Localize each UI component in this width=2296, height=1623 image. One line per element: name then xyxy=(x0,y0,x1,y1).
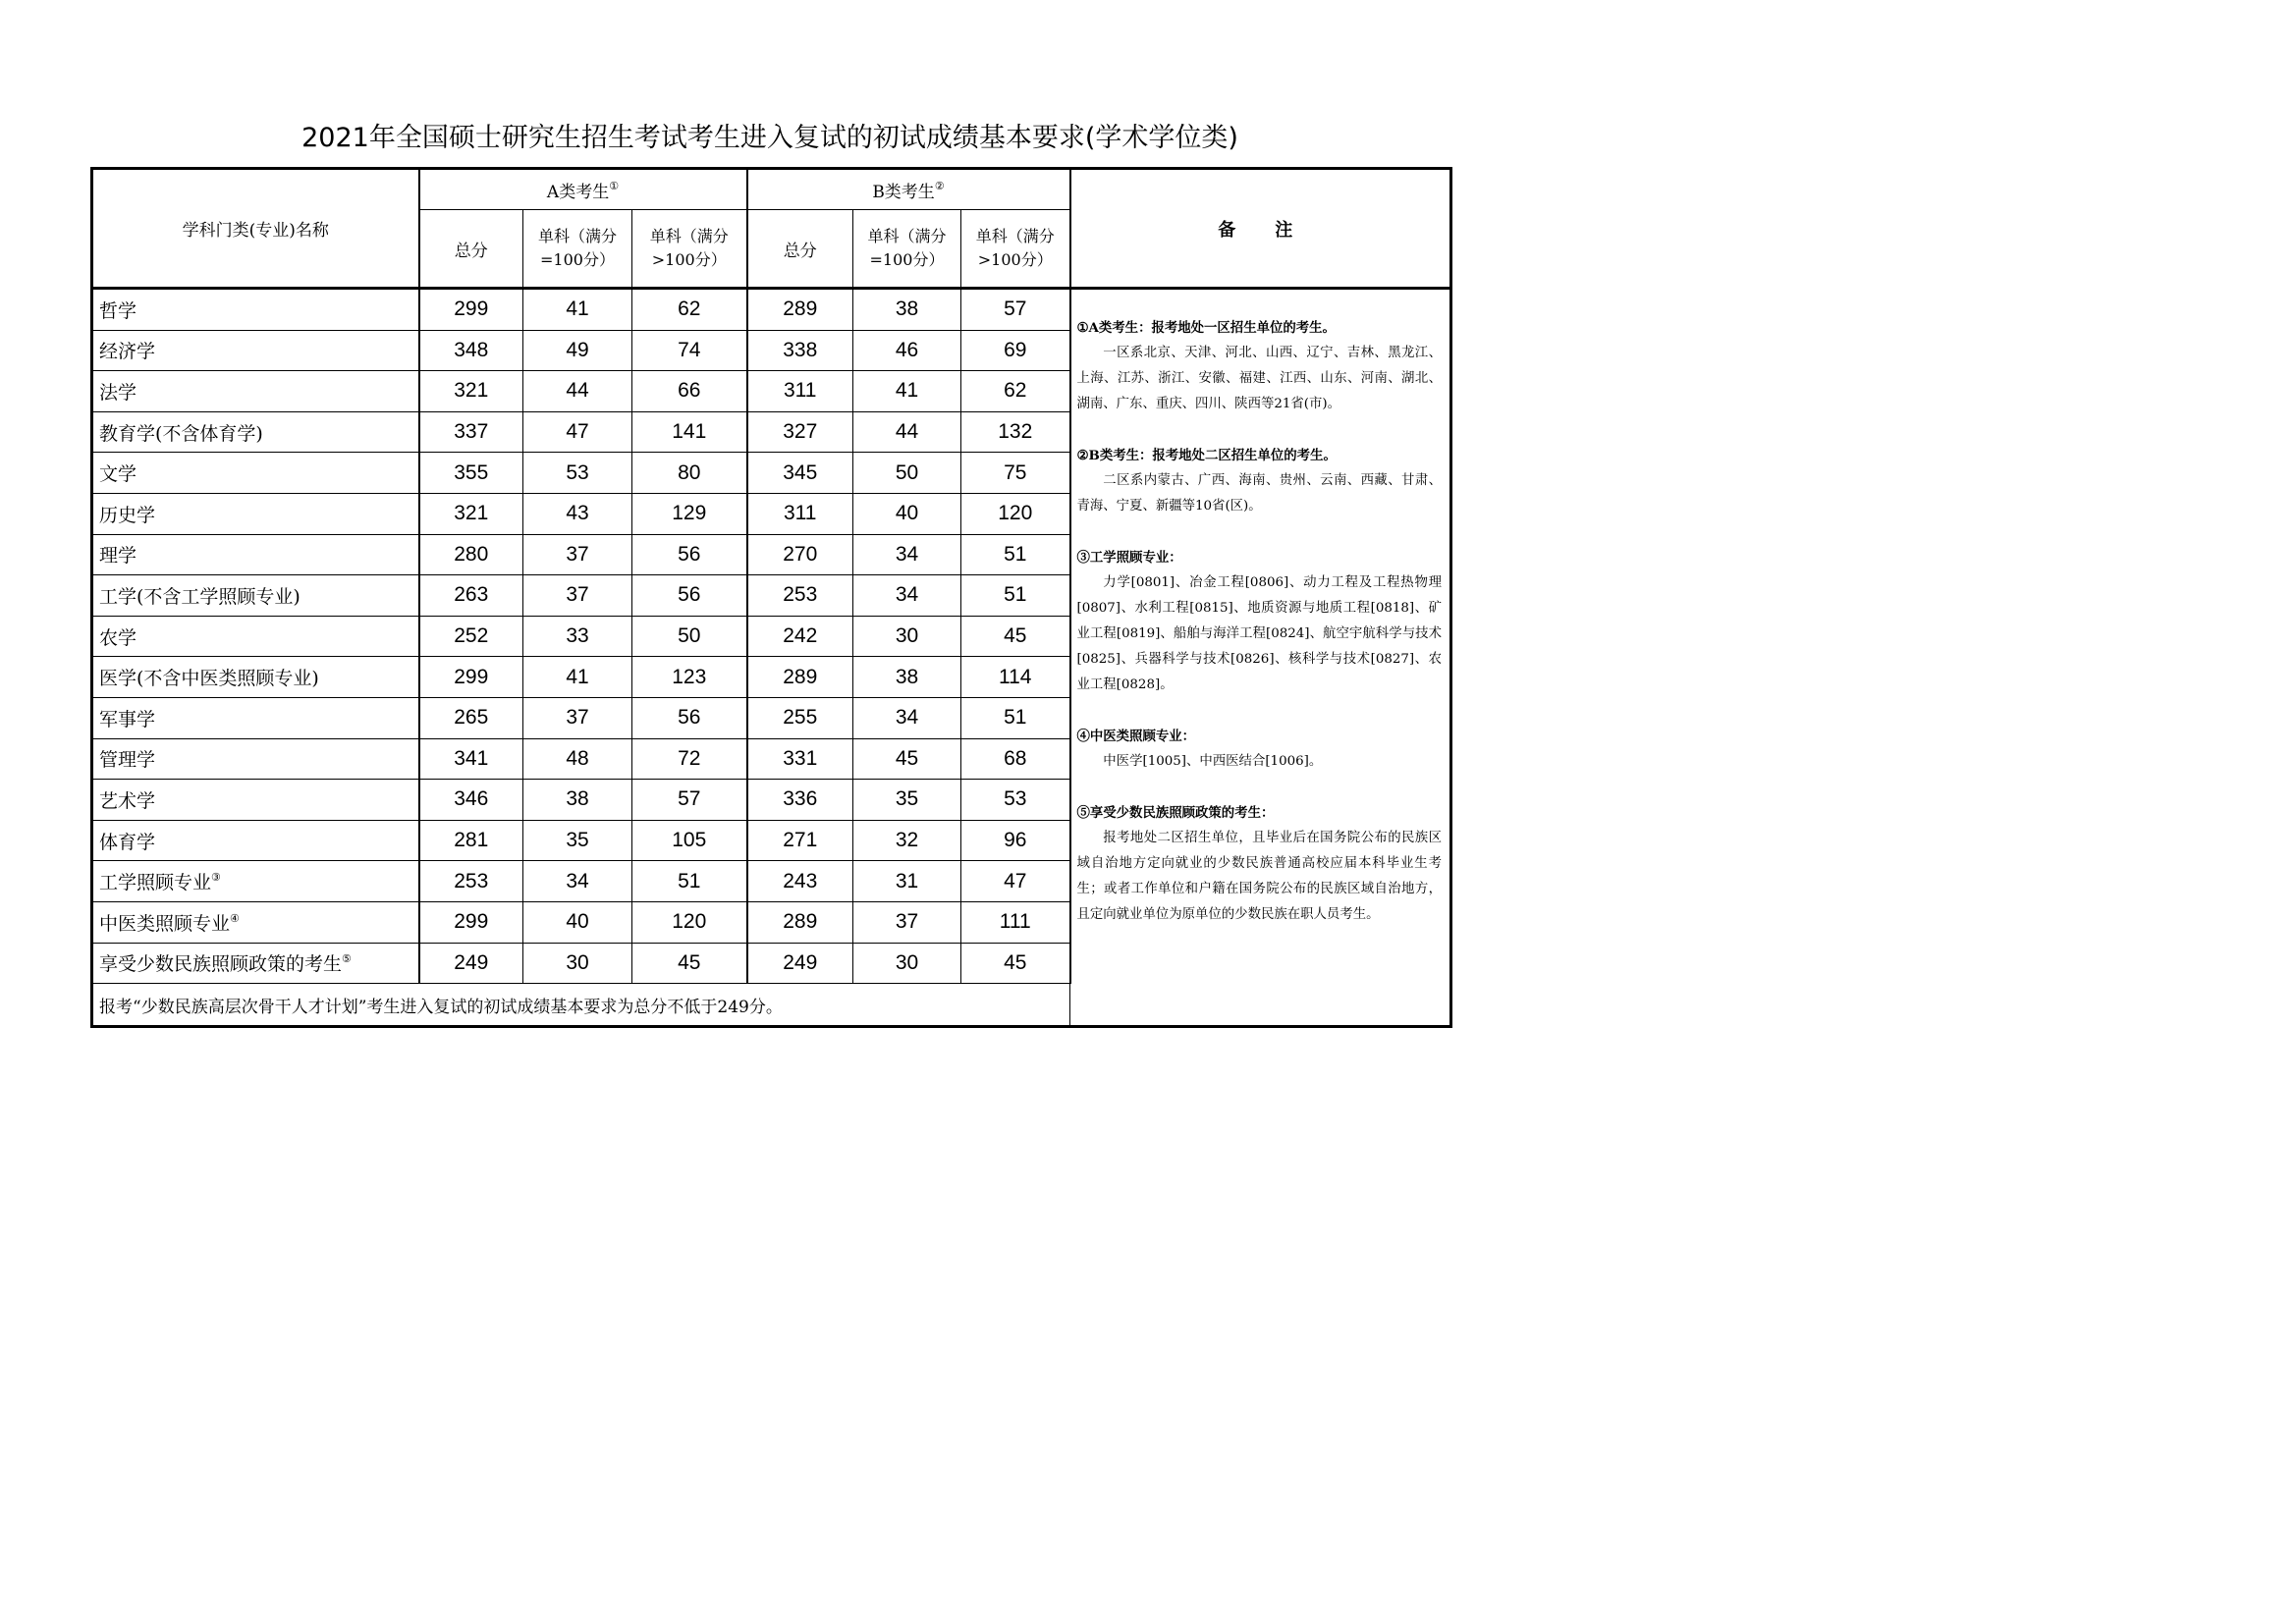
b-total-header: 总分 xyxy=(747,210,853,289)
b-single-100-score-cell: 38 xyxy=(853,657,961,698)
b-single-100-score-cell: 44 xyxy=(853,411,961,453)
a-total-score-cell: 249 xyxy=(419,943,523,984)
remark-engineering xyxy=(1077,545,1443,698)
a-single-100-score-cell: 48 xyxy=(523,738,632,780)
a-single-over-100-score-cell: 66 xyxy=(632,371,747,412)
a-total-score-cell: 341 xyxy=(419,738,523,780)
b-single-100-header: 单科（满分 =100分） xyxy=(853,210,961,289)
b-total-score-cell: 289 xyxy=(747,901,853,943)
table-row xyxy=(92,289,1451,331)
a-total-score-cell: 299 xyxy=(419,289,523,331)
subject-name-cell xyxy=(92,901,419,943)
subject-name: 医学(不含中医类照顾专业) xyxy=(99,668,319,690)
b-total-score-cell: 327 xyxy=(747,411,853,453)
subject-name: 历史学 xyxy=(99,504,156,526)
a-single-100-score-cell: 37 xyxy=(523,575,632,617)
b-single-over-100-score-cell: 51 xyxy=(961,534,1070,575)
a-total-score-cell: 265 xyxy=(419,697,523,738)
a-total-score-cell: 299 xyxy=(419,901,523,943)
subject-name-cell xyxy=(92,820,419,861)
a-total-score-cell: 252 xyxy=(419,616,523,657)
remark-minority xyxy=(1077,800,1443,928)
b-total-score-cell: 270 xyxy=(747,534,853,575)
a-single-100-score-cell: 44 xyxy=(523,371,632,412)
a-single-over-100-score-cell: 56 xyxy=(632,534,747,575)
subject-name: 文学 xyxy=(99,463,137,486)
subject-name-cell xyxy=(92,411,419,453)
remark-b-detail: 二区系内蒙古、广西、海南、贵州、云南、西藏、甘肃、青海、宁夏、新疆等10省(区)。 xyxy=(1076,473,1442,514)
remarks-header: 备注 xyxy=(1070,169,1451,289)
b-single-over-100-score-cell: 69 xyxy=(961,330,1070,371)
a-single-over-100-score-cell: 123 xyxy=(632,657,747,698)
subject-name-cell xyxy=(92,616,419,657)
b-single-100-score-cell: 37 xyxy=(853,901,961,943)
b-single-over-100-score-cell: 47 xyxy=(961,861,1070,902)
subject-name: 经济学 xyxy=(99,341,156,363)
b-total-score-cell: 338 xyxy=(747,330,853,371)
a-total-score-cell: 337 xyxy=(419,411,523,453)
subject-name-cell xyxy=(92,453,419,494)
remark-a-label: ①A类考生：报考地处一区招生单位的考生。 xyxy=(1076,320,1336,336)
subject-name-cell xyxy=(92,289,419,331)
subject-name-cell xyxy=(92,657,419,698)
b-single-over-100-score-cell: 62 xyxy=(961,371,1070,412)
b-single-100-score-cell: 50 xyxy=(853,453,961,494)
a-single-100-score-cell: 47 xyxy=(523,411,632,453)
a-single-over-100-score-cell: 129 xyxy=(632,493,747,534)
b-single-100-score-cell: 34 xyxy=(853,575,961,617)
b-total-score-cell: 249 xyxy=(747,943,853,984)
remark-a xyxy=(1077,315,1443,417)
subject-name: 享受少数民族照顾政策的考生 xyxy=(99,953,343,976)
a-total-score-cell: 281 xyxy=(419,820,523,861)
subject-name-cell xyxy=(92,575,419,617)
b-single-100-score-cell: 46 xyxy=(853,330,961,371)
a-single-100-score-cell: 35 xyxy=(523,820,632,861)
a-total-score-cell: 321 xyxy=(419,493,523,534)
subject-name-cell xyxy=(92,697,419,738)
a-total-score-cell: 263 xyxy=(419,575,523,617)
a-single-100-score-cell: 43 xyxy=(523,493,632,534)
b-single-100-score-cell: 40 xyxy=(853,493,961,534)
subject-name: 管理学 xyxy=(99,749,156,772)
b-single-over-100-score-cell: 51 xyxy=(961,575,1070,617)
b-single-100-score-cell: 41 xyxy=(853,371,961,412)
a-total-header: 总分 xyxy=(419,210,523,289)
a-single-100-header: 单科（满分 =100分） xyxy=(523,210,632,289)
a-single-over-100-score-cell: 62 xyxy=(632,289,747,331)
subject-name: 工学(不含工学照顾专业) xyxy=(99,585,301,608)
b-single-over-100-score-cell: 45 xyxy=(961,943,1070,984)
subject-name: 工学照顾专业 xyxy=(99,872,212,894)
a-single-100-score-cell: 53 xyxy=(523,453,632,494)
subject-name: 艺术学 xyxy=(99,789,156,812)
a-total-score-cell: 348 xyxy=(419,330,523,371)
a-total-score-cell: 346 xyxy=(419,780,523,821)
b-single-over-100-score-cell: 68 xyxy=(961,738,1070,780)
b-single-over-100-score-cell: 75 xyxy=(961,453,1070,494)
b-single-over-100-score-cell: 57 xyxy=(961,289,1070,331)
a-total-score-cell: 321 xyxy=(419,371,523,412)
subject-name: 体育学 xyxy=(99,831,156,853)
b-total-score-cell: 271 xyxy=(747,820,853,861)
b-single-100-score-cell: 30 xyxy=(853,943,961,984)
remark-tcm-detail: 中医学[1005]、中西医结合[1006]。 xyxy=(1103,754,1323,769)
remark-minority-label: ⑤享受少数民族照顾政策的考生： xyxy=(1076,805,1275,821)
remarks-panel xyxy=(1070,289,1451,1027)
a-single-100-score-cell: 40 xyxy=(523,901,632,943)
score-table xyxy=(90,167,1452,1028)
footer-note: 报考“少数民族高层次骨干人才计划”考生进入复试的初试成绩基本要求为总分不低于249分。 xyxy=(92,984,1070,1027)
b-single-100-score-cell: 45 xyxy=(853,738,961,780)
b-total-score-cell: 289 xyxy=(747,289,853,331)
remark-b-label: ②B类考生：报考地处二区招生单位的考生。 xyxy=(1076,448,1337,463)
b-total-score-cell: 311 xyxy=(747,493,853,534)
remark-engineering-detail: 力学[0801]、冶金工程[0806]、动力工程及工程热物理[0807]、水利工程[0815]、地质资源与地质工程[0818]、矿业工程[0819]、船舶与海洋工程[0824]、航空宇航科学与技术[0825]、兵器科学与技术[0826]、核科学与技术[0827]、农业工程[0828]。 xyxy=(1076,575,1442,692)
b-single-over-100-score-cell: 120 xyxy=(961,493,1070,534)
subject-name-cell xyxy=(92,371,419,412)
a-single-100-score-cell: 30 xyxy=(523,943,632,984)
subject-name: 军事学 xyxy=(99,708,156,730)
b-single-over-100-score-cell: 111 xyxy=(961,901,1070,943)
a-single-100-score-cell: 41 xyxy=(523,657,632,698)
b-total-score-cell: 255 xyxy=(747,697,853,738)
a-single-over-100-score-cell: 45 xyxy=(632,943,747,984)
b-single-over-100-score-cell: 51 xyxy=(961,697,1070,738)
subject-name-cell xyxy=(92,738,419,780)
subject-name-cell xyxy=(92,330,419,371)
subject-name: 教育学(不含体育学) xyxy=(99,422,263,445)
b-total-score-cell: 311 xyxy=(747,371,853,412)
a-single-100-score-cell: 38 xyxy=(523,780,632,821)
b-single-over-100-score-cell: 132 xyxy=(961,411,1070,453)
a-single-over-100-score-cell: 105 xyxy=(632,820,747,861)
subject-name-cell xyxy=(92,493,419,534)
a-single-over-100-score-cell: 74 xyxy=(632,330,747,371)
b-single-100-score-cell: 34 xyxy=(853,697,961,738)
b-single-100-score-cell: 35 xyxy=(853,780,961,821)
b-total-score-cell: 253 xyxy=(747,575,853,617)
b-total-score-cell: 336 xyxy=(747,780,853,821)
subject-name: 法学 xyxy=(99,381,137,404)
a-single-over-100-score-cell: 56 xyxy=(632,697,747,738)
subject-name-cell xyxy=(92,534,419,575)
remark-tcm-label: ④中医类照顾专业： xyxy=(1076,729,1196,744)
remark-tcm xyxy=(1077,724,1443,775)
a-single-over-100-header: 单科（满分 >100分） xyxy=(632,210,747,289)
a-single-over-100-score-cell: 56 xyxy=(632,575,747,617)
b-single-over-100-score-cell: 114 xyxy=(961,657,1070,698)
remark-engineering-label: ③工学照顾专业： xyxy=(1076,550,1182,566)
subject-name: 中医类照顾专业 xyxy=(99,912,231,935)
b-single-100-score-cell: 34 xyxy=(853,534,961,575)
group-b-header: B类考生② xyxy=(747,169,1070,210)
a-single-100-score-cell: 49 xyxy=(523,330,632,371)
b-total-score-cell: 242 xyxy=(747,616,853,657)
b-total-score-cell: 345 xyxy=(747,453,853,494)
b-total-score-cell: 331 xyxy=(747,738,853,780)
a-single-over-100-score-cell: 72 xyxy=(632,738,747,780)
footnote-mark: ⑤ xyxy=(342,952,352,966)
a-single-over-100-score-cell: 57 xyxy=(632,780,747,821)
b-single-100-score-cell: 32 xyxy=(853,820,961,861)
a-total-score-cell: 253 xyxy=(419,861,523,902)
b-single-over-100-header: 单科（满分 >100分） xyxy=(961,210,1070,289)
a-total-score-cell: 299 xyxy=(419,657,523,698)
a-single-100-score-cell: 37 xyxy=(523,534,632,575)
remark-a-detail: 一区系北京、天津、河北、山西、辽宁、吉林、黑龙江、上海、江苏、浙江、安徽、福建、江西、山东、河南、湖北、湖南、广东、重庆、四川、陕西等21省(市)。 xyxy=(1076,346,1442,411)
subject-name: 哲学 xyxy=(99,299,137,322)
a-single-100-score-cell: 34 xyxy=(523,861,632,902)
b-total-score-cell: 289 xyxy=(747,657,853,698)
b-single-over-100-score-cell: 45 xyxy=(961,616,1070,657)
subject-name: 农学 xyxy=(99,626,137,649)
footnote-mark: ④ xyxy=(230,911,240,925)
a-single-100-score-cell: 41 xyxy=(523,289,632,331)
subject-name-cell xyxy=(92,861,419,902)
footnote-mark: ③ xyxy=(211,871,221,885)
remark-b xyxy=(1077,443,1443,519)
subject-name-cell xyxy=(92,943,419,984)
group-a-header: A类考生① xyxy=(419,169,747,210)
a-total-score-cell: 280 xyxy=(419,534,523,575)
a-single-over-100-score-cell: 120 xyxy=(632,901,747,943)
a-single-over-100-score-cell: 80 xyxy=(632,453,747,494)
b-single-over-100-score-cell: 96 xyxy=(961,820,1070,861)
a-single-over-100-score-cell: 141 xyxy=(632,411,747,453)
subject-name: 理学 xyxy=(99,545,137,568)
remark-minority-detail: 报考地处二区招生单位，且毕业后在国务院公布的民族区域自治地方定向就业的少数民族普通高校应届本科毕业生考生；或者工作单位和户籍在国务院公布的民族区域自治地方，且定向就业单位为原单位的少数民族在职人员考生。 xyxy=(1076,831,1442,922)
a-single-over-100-score-cell: 50 xyxy=(632,616,747,657)
a-single-100-score-cell: 33 xyxy=(523,616,632,657)
b-single-100-score-cell: 30 xyxy=(853,616,961,657)
page-title: 2021年全国硕士研究生招生考试考生进入复试的初试成绩基本要求(学术学位类) xyxy=(301,123,1238,153)
a-single-over-100-score-cell: 51 xyxy=(632,861,747,902)
subject-name-cell xyxy=(92,780,419,821)
subject-name-header: 学科门类(专业)名称 xyxy=(92,169,419,289)
b-single-over-100-score-cell: 53 xyxy=(961,780,1070,821)
a-single-100-score-cell: 37 xyxy=(523,697,632,738)
a-total-score-cell: 355 xyxy=(419,453,523,494)
b-single-100-score-cell: 38 xyxy=(853,289,961,331)
b-total-score-cell: 243 xyxy=(747,861,853,902)
b-single-100-score-cell: 31 xyxy=(853,861,961,902)
